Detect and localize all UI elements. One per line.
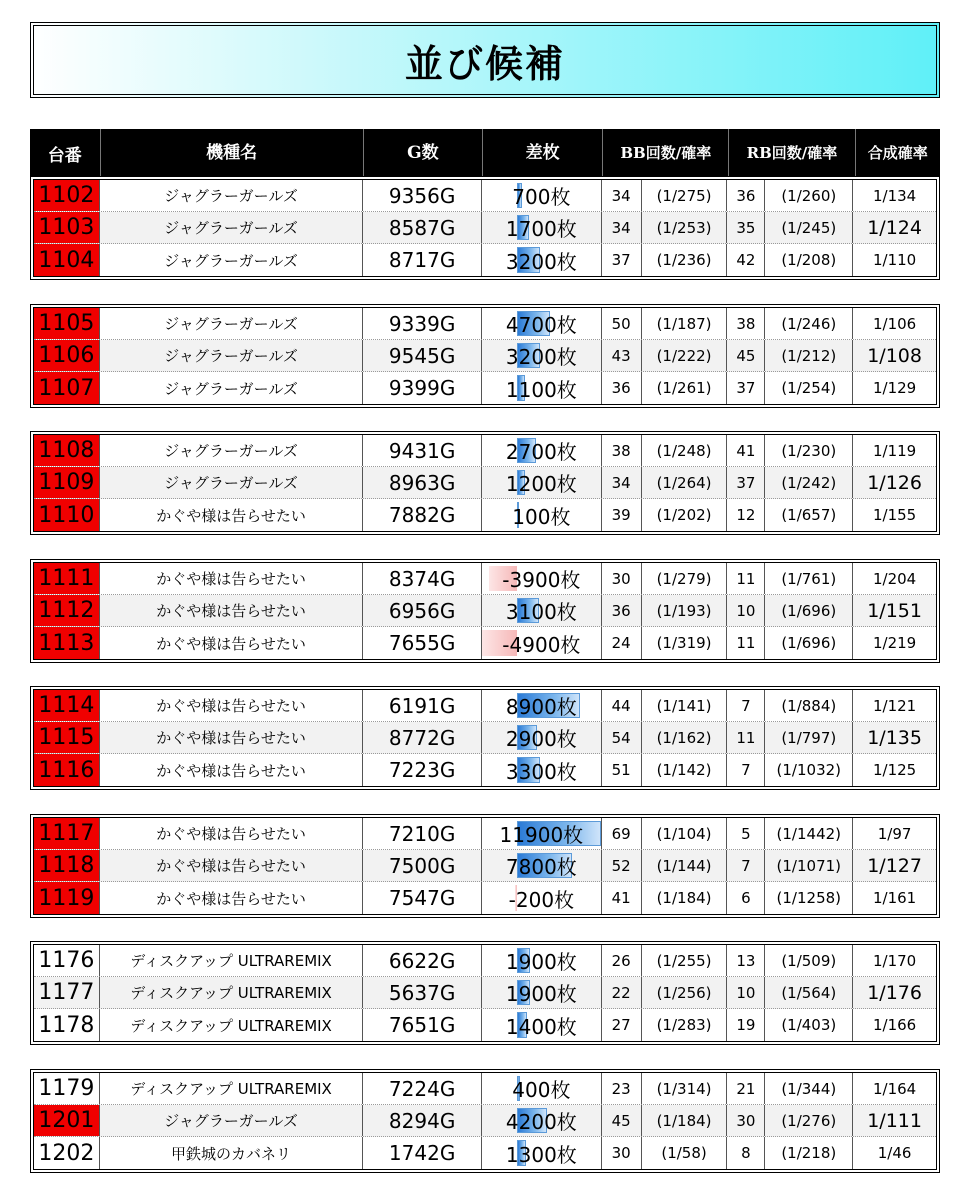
- cell-name: ディスクアップ ULTRAREMIX: [100, 1009, 363, 1041]
- cell-games: 8294G: [363, 1105, 482, 1136]
- cell-diff: [482, 722, 602, 753]
- cell-rb: 37: [727, 467, 765, 498]
- cell-combined: 1/119: [872, 441, 917, 460]
- cell-name: ジャグラーガールズ: [100, 244, 363, 276]
- diff-value: 1300枚: [505, 1142, 577, 1167]
- cell-combined: 1/166: [872, 1016, 917, 1034]
- table-row: [34, 180, 936, 212]
- header-name: 機種名: [100, 129, 363, 177]
- cell-rb-prob: (1/230): [765, 435, 853, 466]
- cell-games: 8587G: [363, 212, 482, 243]
- cell-rb: 10: [727, 977, 765, 1008]
- cell-bb-prob: (1/255): [642, 945, 728, 976]
- diff-value: 1900枚: [505, 982, 577, 1006]
- cell-combined: 1/155: [872, 506, 917, 524]
- diff-value: 4200枚: [505, 1110, 577, 1134]
- cell-rb: 41: [727, 435, 765, 466]
- cell-bb-prob: (1/184): [642, 882, 728, 914]
- table-row: [34, 977, 936, 1009]
- cell-rb: 37: [727, 372, 765, 404]
- cell-games: 9356G: [363, 180, 482, 211]
- cell-rb: 38: [727, 308, 765, 339]
- cell-rb-prob: (1/208): [765, 244, 853, 276]
- cell-combined: 1/135: [867, 726, 922, 749]
- table-group: [30, 559, 940, 663]
- cell-name: ジャグラーガールズ: [100, 212, 363, 243]
- diff-value: 1200枚: [505, 472, 577, 496]
- cell-bb: 34: [602, 180, 642, 211]
- cell-diff: [482, 1073, 602, 1104]
- cell-bb-prob: (1/184): [642, 1105, 728, 1136]
- cell-bb-prob: (1/261): [642, 372, 728, 404]
- cell-diff: [482, 244, 602, 276]
- cell-diff: [482, 563, 602, 594]
- cell-num: 1118: [34, 850, 100, 881]
- header-combined: 合成確率: [855, 129, 940, 177]
- cell-bb: 22: [602, 977, 642, 1008]
- cell-games: 6956G: [363, 595, 482, 626]
- header-games: G数: [363, 129, 482, 177]
- cell-diff: [482, 467, 602, 498]
- cell-num: 1116: [34, 754, 100, 786]
- diff-value: 3200枚: [505, 249, 577, 274]
- diff-value: 3200枚: [505, 345, 577, 369]
- cell-num: 1108: [34, 435, 100, 466]
- cell-games: 9339G: [363, 308, 482, 339]
- cell-games: 6622G: [363, 945, 482, 976]
- cell-num: 1177: [34, 977, 100, 1008]
- cell-combined: 1/106: [872, 314, 917, 333]
- cell-rb-prob: (1/242): [765, 467, 853, 498]
- cell-num: 1103: [34, 212, 100, 243]
- cell-combined: 1/124: [867, 216, 922, 239]
- table-row: [34, 372, 936, 404]
- cell-rb: 36: [727, 180, 765, 211]
- cell-diff: [482, 818, 602, 849]
- cell-rb-prob: (1/212): [765, 340, 853, 371]
- cell-rb: 7: [727, 754, 765, 786]
- table-group: [30, 814, 940, 918]
- cell-num: 1201: [34, 1105, 100, 1136]
- cell-rb-prob: (1/1442): [765, 818, 853, 849]
- table-header: [30, 129, 940, 177]
- diff-value: 11900枚: [499, 823, 584, 847]
- cell-combined: 1/134: [872, 186, 917, 205]
- cell-rb-prob: (1/797): [765, 722, 853, 753]
- cell-bb: 27: [602, 1009, 642, 1041]
- cell-bb: 43: [602, 340, 642, 371]
- cell-bb-prob: (1/142): [642, 754, 728, 786]
- table-row: [34, 308, 936, 340]
- cell-rb-prob: (1/884): [765, 690, 853, 721]
- table-row: [34, 1105, 936, 1137]
- cell-games: 7651G: [363, 1009, 482, 1041]
- cell-rb: 11: [727, 563, 765, 594]
- cell-bb-prob: (1/222): [642, 340, 728, 371]
- cell-bb: 30: [602, 563, 642, 594]
- cell-num: 1110: [34, 499, 100, 531]
- table-row: [34, 1073, 936, 1105]
- cell-bb: 52: [602, 850, 642, 881]
- cell-name: かぐや様は告らせたい: [100, 754, 363, 786]
- cell-name: ジャグラーガールズ: [100, 308, 363, 339]
- cell-bb-prob: (1/314): [642, 1073, 728, 1104]
- cell-name: かぐや様は告らせたい: [100, 818, 363, 849]
- cell-combined: 1/129: [872, 379, 917, 397]
- cell-combined: 1/126: [867, 471, 922, 494]
- cell-rb: 8: [727, 1137, 765, 1169]
- cell-combined: 1/151: [867, 599, 922, 622]
- cell-num: 1202: [34, 1137, 100, 1169]
- cell-diff: [482, 340, 602, 371]
- table-row: [34, 722, 936, 754]
- page-title: 並び候補: [404, 41, 565, 86]
- cell-bb-prob: (1/141): [642, 690, 728, 721]
- cell-bb-prob: (1/319): [642, 627, 728, 659]
- cell-name: かぐや様は告らせたい: [100, 499, 363, 531]
- cell-bb: 38: [602, 435, 642, 466]
- cell-rb: 7: [727, 690, 765, 721]
- cell-num: 1176: [34, 945, 100, 976]
- diff-value: 1100枚: [505, 377, 577, 402]
- cell-name: かぐや様は告らせたい: [100, 563, 363, 594]
- table-row: [34, 882, 936, 914]
- cell-combined: 1/121: [872, 696, 917, 715]
- cell-bb: 30: [602, 1137, 642, 1169]
- cell-diff: [482, 1105, 602, 1136]
- cell-diff: [482, 690, 602, 721]
- cell-games: 7210G: [363, 818, 482, 849]
- cell-name: ディスクアップ ULTRAREMIX: [100, 1073, 363, 1104]
- diff-value: 1700枚: [505, 217, 577, 241]
- table-row: [34, 1009, 936, 1041]
- cell-name: かぐや様は告らせたい: [100, 882, 363, 914]
- cell-rb-prob: (1/1032): [765, 754, 853, 786]
- table-row: [34, 1137, 936, 1169]
- cell-combined: 1/110: [872, 251, 917, 269]
- table-row: [34, 244, 936, 276]
- cell-games: 9545G: [363, 340, 482, 371]
- cell-rb-prob: (1/761): [765, 563, 853, 594]
- cell-diff: [482, 212, 602, 243]
- cell-name: ディスクアップ ULTRAREMIX: [100, 945, 363, 976]
- cell-rb: 13: [727, 945, 765, 976]
- cell-name: 甲鉄城のカバネリ: [100, 1137, 363, 1169]
- diff-value: 3300枚: [505, 759, 577, 784]
- cell-name: ジャグラーガールズ: [100, 1105, 363, 1136]
- cell-rb-prob: (1/696): [765, 595, 853, 626]
- cell-bb: 39: [602, 499, 642, 531]
- diff-value: -200枚: [508, 887, 575, 912]
- cell-bb-prob: (1/162): [642, 722, 728, 753]
- cell-bb-prob: (1/264): [642, 467, 728, 498]
- cell-num: 1179: [34, 1073, 100, 1104]
- cell-rb: 11: [727, 627, 765, 659]
- cell-games: 7882G: [363, 499, 482, 531]
- cell-rb-prob: (1/218): [765, 1137, 853, 1169]
- table-row: [34, 627, 936, 659]
- cell-rb-prob: (1/564): [765, 977, 853, 1008]
- cell-rb-prob: (1/344): [765, 1073, 853, 1104]
- table-group: [30, 176, 940, 280]
- cell-bb: 24: [602, 627, 642, 659]
- cell-rb-prob: (1/403): [765, 1009, 853, 1041]
- table-group: [30, 431, 940, 535]
- cell-bb-prob: (1/248): [642, 435, 728, 466]
- cell-bb-prob: (1/283): [642, 1009, 728, 1041]
- cell-bb: 26: [602, 945, 642, 976]
- cell-diff: [482, 850, 602, 881]
- cell-games: 9399G: [363, 372, 482, 404]
- cell-games: 8772G: [363, 722, 482, 753]
- cell-games: 8963G: [363, 467, 482, 498]
- table-group: [30, 1069, 940, 1173]
- cell-name: ジャグラーガールズ: [100, 467, 363, 498]
- title-banner: [30, 22, 940, 98]
- cell-bb-prob: (1/275): [642, 180, 728, 211]
- cell-num: 1117: [34, 818, 100, 849]
- cell-bb-prob: (1/253): [642, 212, 728, 243]
- cell-combined: 1/170: [872, 951, 917, 970]
- cell-bb: 44: [602, 690, 642, 721]
- table-row: [34, 690, 936, 722]
- cell-combined: 1/204: [872, 569, 917, 588]
- cell-combined: 1/111: [867, 1109, 922, 1132]
- cell-num: 1178: [34, 1009, 100, 1041]
- cell-rb-prob: (1/276): [765, 1105, 853, 1136]
- cell-bb-prob: (1/193): [642, 595, 728, 626]
- diff-value: 700枚: [512, 185, 571, 209]
- cell-num: 1115: [34, 722, 100, 753]
- diff-value: 4700枚: [505, 313, 577, 337]
- cell-diff: [482, 1137, 602, 1169]
- cell-bb-prob: (1/187): [642, 308, 728, 339]
- cell-diff: [482, 372, 602, 404]
- cell-num: 1112: [34, 595, 100, 626]
- cell-rb-prob: (1/657): [765, 499, 853, 531]
- cell-num: 1105: [34, 308, 100, 339]
- table-row: [34, 754, 936, 786]
- cell-rb-prob: (1/254): [765, 372, 853, 404]
- cell-rb: 35: [727, 212, 765, 243]
- header-num: 台番: [47, 145, 82, 166]
- cell-bb: 34: [602, 467, 642, 498]
- cell-games: 5637G: [363, 977, 482, 1008]
- diff-value: 2700枚: [505, 440, 577, 464]
- cell-bb-prob: (1/144): [642, 850, 728, 881]
- cell-bb-prob: (1/202): [642, 499, 728, 531]
- cell-rb: 19: [727, 1009, 765, 1041]
- table-row: [34, 467, 936, 499]
- diff-value: 3100枚: [505, 600, 577, 624]
- cell-bb: 69: [602, 818, 642, 849]
- cell-rb: 42: [727, 244, 765, 276]
- cell-bb: 50: [602, 308, 642, 339]
- cell-rb: 5: [727, 818, 765, 849]
- cell-games: 6191G: [363, 690, 482, 721]
- cell-name: かぐや様は告らせたい: [100, 722, 363, 753]
- cell-bb: 36: [602, 595, 642, 626]
- header-rb: RB回数/確率: [728, 129, 854, 177]
- cell-diff: [482, 499, 602, 531]
- cell-combined: 1/219: [872, 634, 917, 652]
- cell-rb: 12: [727, 499, 765, 531]
- cell-games: 1742G: [363, 1137, 482, 1169]
- diff-value: -4900枚: [502, 632, 581, 657]
- cell-rb: 11: [727, 722, 765, 753]
- cell-combined: 1/176: [867, 981, 922, 1004]
- cell-name: ディスクアップ ULTRAREMIX: [100, 977, 363, 1008]
- cell-num: 1113: [34, 627, 100, 659]
- cell-bb: 34: [602, 212, 642, 243]
- cell-num: 1109: [34, 467, 100, 498]
- cell-rb: 7: [727, 850, 765, 881]
- cell-diff: [482, 977, 602, 1008]
- cell-combined: 1/164: [872, 1079, 917, 1098]
- diff-value: -3900枚: [502, 568, 581, 592]
- cell-diff: [482, 627, 602, 659]
- diff-value: 1900枚: [505, 950, 577, 974]
- cell-bb-prob: (1/256): [642, 977, 728, 1008]
- cell-name: ジャグラーガールズ: [100, 435, 363, 466]
- cell-name: ジャグラーガールズ: [100, 340, 363, 371]
- cell-name: かぐや様は告らせたい: [100, 690, 363, 721]
- cell-diff: [482, 945, 602, 976]
- cell-rb-prob: (1/245): [765, 212, 853, 243]
- cell-combined: 1/161: [872, 889, 917, 907]
- diff-value: 7800枚: [505, 855, 577, 879]
- cell-games: 7500G: [363, 850, 482, 881]
- diff-value: 2900枚: [505, 727, 577, 751]
- header-bb: BB回数/確率: [602, 129, 728, 177]
- cell-num: 1107: [34, 372, 100, 404]
- cell-games: 8374G: [363, 563, 482, 594]
- cell-diff: [482, 1009, 602, 1041]
- cell-bb: 41: [602, 882, 642, 914]
- cell-name: ジャグラーガールズ: [100, 372, 363, 404]
- cell-games: 7655G: [363, 627, 482, 659]
- cell-name: ジャグラーガールズ: [100, 180, 363, 211]
- diff-value: 100枚: [512, 504, 571, 529]
- cell-name: かぐや様は告らせたい: [100, 627, 363, 659]
- table-row: [34, 340, 936, 372]
- cell-rb-prob: (1/696): [765, 627, 853, 659]
- cell-rb: 10: [727, 595, 765, 626]
- cell-rb: 6: [727, 882, 765, 914]
- table-group: [30, 686, 940, 790]
- cell-diff: [482, 308, 602, 339]
- cell-diff: [482, 180, 602, 211]
- cell-bb-prob: (1/58): [642, 1137, 728, 1169]
- cell-bb: 45: [602, 1105, 642, 1136]
- cell-num: 1104: [34, 244, 100, 276]
- cell-combined: 1/108: [867, 344, 922, 367]
- table-row: [34, 435, 936, 467]
- cell-num: 1111: [34, 563, 100, 594]
- diff-value: 8900枚: [505, 695, 577, 719]
- cell-bb-prob: (1/104): [642, 818, 728, 849]
- cell-games: 7223G: [363, 754, 482, 786]
- cell-rb: 30: [727, 1105, 765, 1136]
- cell-diff: [482, 754, 602, 786]
- header-diff: 差枚: [482, 129, 602, 177]
- cell-num: 1119: [34, 882, 100, 914]
- table-row: [34, 212, 936, 244]
- table-row: [34, 945, 936, 977]
- cell-games: 7547G: [363, 882, 482, 914]
- cell-rb-prob: (1/246): [765, 308, 853, 339]
- cell-diff: [482, 595, 602, 626]
- cell-name: かぐや様は告らせたい: [100, 850, 363, 881]
- cell-games: 9431G: [363, 435, 482, 466]
- cell-diff: [482, 435, 602, 466]
- cell-num: 1114: [34, 690, 100, 721]
- cell-bb: 23: [602, 1073, 642, 1104]
- cell-rb-prob: (1/1258): [765, 882, 853, 914]
- table-group: [30, 941, 940, 1045]
- table-row: [34, 499, 936, 531]
- cell-bb: 37: [602, 244, 642, 276]
- cell-rb: 21: [727, 1073, 765, 1104]
- cell-bb-prob: (1/236): [642, 244, 728, 276]
- table-row: [34, 563, 936, 595]
- cell-games: 7224G: [363, 1073, 482, 1104]
- table-row: [34, 850, 936, 882]
- cell-combined: 1/46: [877, 1144, 912, 1162]
- cell-combined: 1/97: [877, 824, 912, 843]
- cell-rb-prob: (1/1071): [765, 850, 853, 881]
- cell-rb-prob: (1/260): [765, 180, 853, 211]
- cell-bb: 36: [602, 372, 642, 404]
- diff-value: 400枚: [512, 1078, 571, 1102]
- cell-num: 1102: [34, 180, 100, 211]
- cell-diff: [482, 882, 602, 914]
- cell-rb-prob: (1/509): [765, 945, 853, 976]
- cell-rb: 45: [727, 340, 765, 371]
- cell-combined: 1/127: [867, 854, 922, 877]
- table-row: [34, 595, 936, 627]
- cell-bb: 51: [602, 754, 642, 786]
- table-row: [34, 818, 936, 850]
- cell-games: 8717G: [363, 244, 482, 276]
- cell-name: かぐや様は告らせたい: [100, 595, 363, 626]
- cell-combined: 1/125: [872, 761, 917, 779]
- cell-bb: 54: [602, 722, 642, 753]
- cell-num: 1106: [34, 340, 100, 371]
- table-group: [30, 304, 940, 408]
- diff-value: 1400枚: [505, 1014, 577, 1039]
- cell-bb-prob: (1/279): [642, 563, 728, 594]
